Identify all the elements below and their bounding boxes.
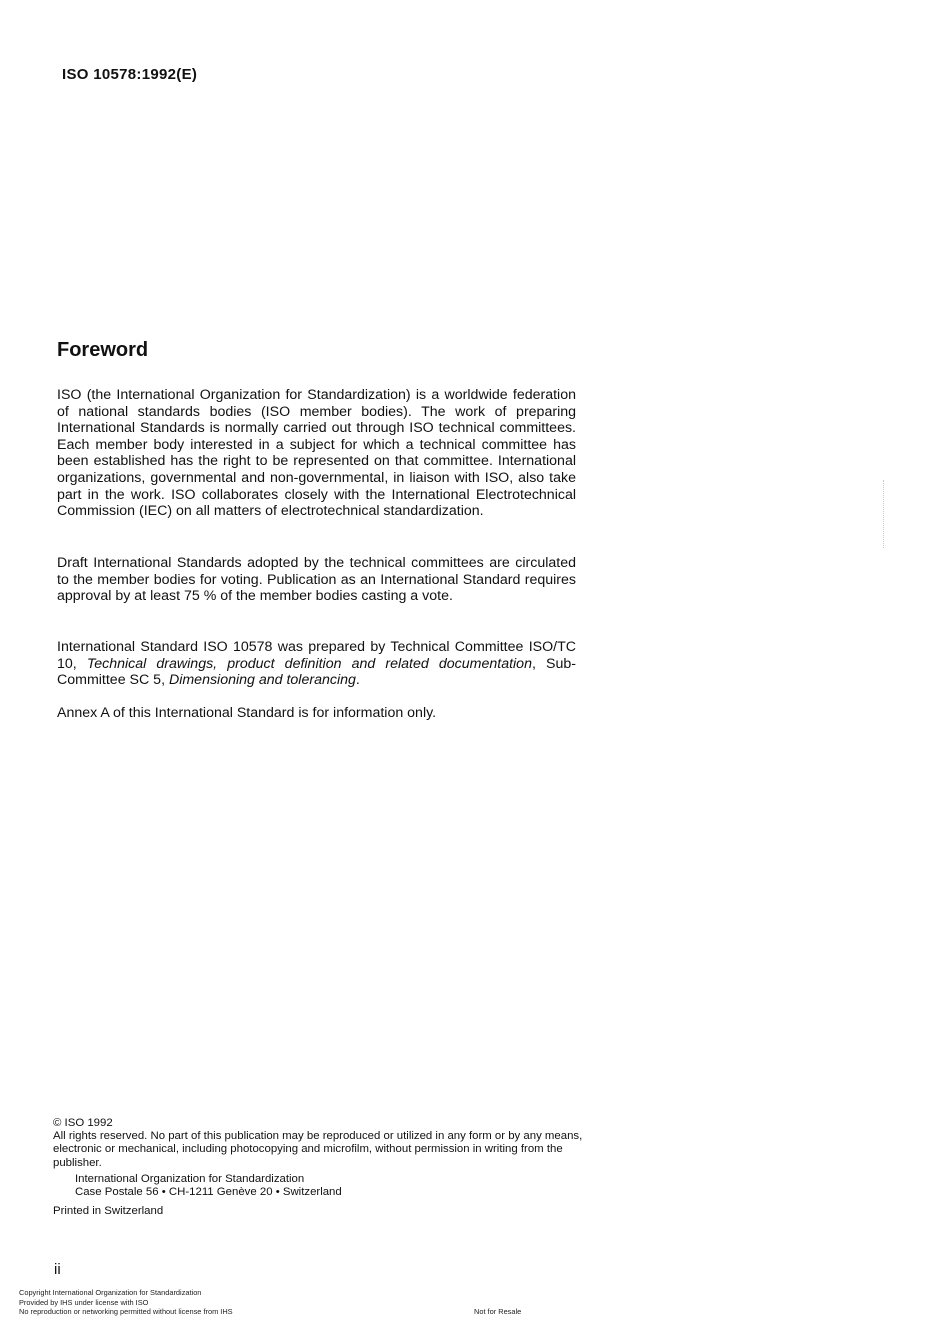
footer-line-1: Copyright International Organization for Standardization — [19, 1288, 202, 1297]
not-for-resale: Not for Resale — [474, 1307, 522, 1316]
footer-line-2: Provided by IHS under license with ISO — [19, 1297, 149, 1307]
foreword-paragraph-3 — [57, 639, 576, 689]
publisher-postal: Case Postale 56 • CH-1211 Genève 20 • Switzerland — [75, 1186, 342, 1199]
license-footer — [19, 1288, 233, 1317]
subcommittee-title: Dimensioning and tolerancing — [168, 672, 356, 689]
foreword-paragraph-4: Annex A of this International Standard is for information only. — [57, 705, 437, 721]
printed-in: Printed in Switzerland — [53, 1205, 164, 1218]
document-id: ISO 10578:1992(E) — [62, 66, 198, 83]
p3-text-a: International Standard ISO 10578 was prepared by Technical Committee ISO/TC 10, — [57, 639, 576, 672]
p3-text-e: . — [355, 672, 360, 689]
foreword-paragraph-1: ISO (the International Organization for Standardization) is a worldwide federation of national standards bodies (ISO member bodies). The work of preparing International Standards is normally carried out through ISO technical committees. Each member body interested in a subject for which a technical committee has been established has the right to be represented on that committee. International organizations, governmental and non-governmental, in liaison with ISO, also take part in the work. ISO collaborates closely with the International Electrotechnical Commission (IEC) on all matters of electrotechnical standardization. — [57, 387, 576, 520]
scan-edge-marks — [883, 480, 886, 548]
footer-line-3: No reproduction or networking permitted without license from IHS — [19, 1307, 233, 1316]
p3-text-c: , Sub-Committee SC 5, — [57, 655, 577, 689]
page-number: ii — [54, 1261, 61, 1278]
foreword-heading: Foreword — [57, 339, 149, 361]
publisher-address — [53, 1173, 593, 1199]
copyright-block — [53, 1117, 593, 1218]
rights-statement: All rights reserved. No part of this publication may be reproduced or utilized in any form or by any means, electronic or mechanical, including photocopying and microfilm, without permission in writing from the publisher. — [53, 1130, 583, 1169]
foreword-paragraph-2: Draft International Standards adopted by the technical committees are circulated to the member bodies for voting. Publication as an International Standard requires approval by at least 75 % of the member bodies casting a vote. — [57, 555, 576, 605]
publisher-org: International Organization for Standardization — [75, 1172, 305, 1185]
committee-title: Technical drawings, product definition and related documentation — [86, 655, 532, 672]
copyright-notice: © ISO 1992 — [53, 1117, 113, 1129]
